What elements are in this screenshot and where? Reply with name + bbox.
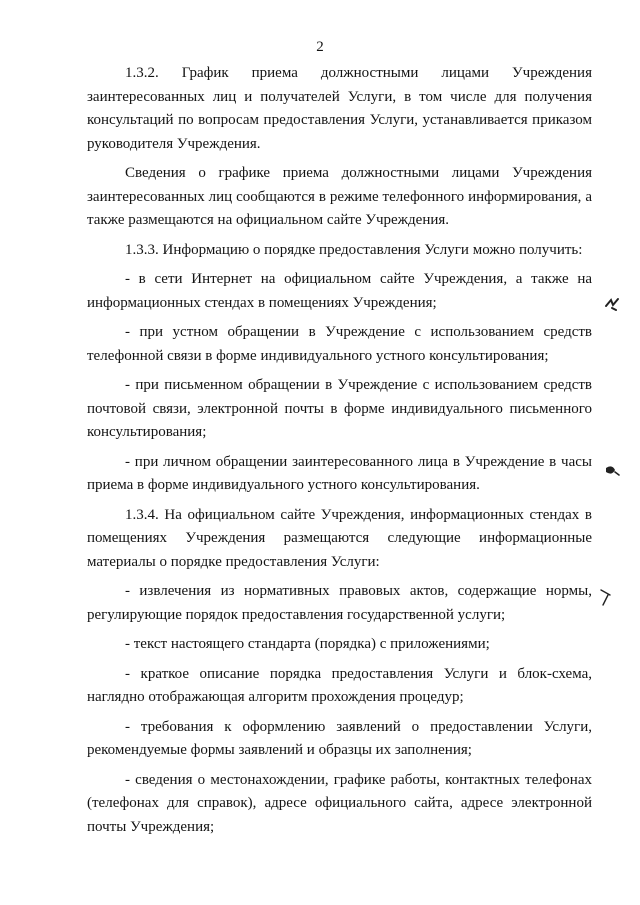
list-item-internet: - в сети Интернет на официальном сайте Учреждения, а также на информационных стендах в помещениях Учреждения; xyxy=(87,271,592,311)
page-number: 2 xyxy=(316,39,324,55)
paragraph-1-3-2: 1.3.2. График приема должностными лицами Учреждения заинтересованных лиц и получателей Услуги, в том числе для получения консультаций по вопросам предоставления Услуги, устанавливается приказом руководителя Учреждения. xyxy=(87,65,592,152)
list-item-location: - сведения о местонахождении, графике работы, контактных телефонах (телефонах для справок), адресе официального сайта, адресе электронной почты Учреждения; xyxy=(87,771,592,835)
list-item-standard-text: - текст настоящего стандарта (порядка) с приложениями; xyxy=(125,636,490,652)
paragraph-1-3-4: 1.3.4. На официальном сайте Учреждения, информационных стендах в помещениях Учреждения размещаются следующие информационные материалы о порядке предоставления Услуги: xyxy=(87,506,592,570)
list-item-phone: - при устном обращении в Учреждение с использованием средств телефонной связи в форме индивидуального устного консультирования; xyxy=(87,324,592,364)
list-item-legal-acts: - извлечения из нормативных правовых актов, содержащие нормы, регулирующие порядок предоставления государственной услуги; xyxy=(87,583,592,623)
document-body xyxy=(87,62,592,845)
list-item-written: - при письменном обращении в Учреждение с использованием средств почтовой связи, электронной почты в форме индивидуального письменного консультирования; xyxy=(87,377,592,440)
margin-mark-icon xyxy=(604,296,622,312)
paragraph-1-3-3: 1.3.3. Информацию о порядке предоставления Услуги можно получить: xyxy=(125,241,583,258)
margin-mark-icon xyxy=(603,462,621,480)
margin-mark-icon xyxy=(598,586,614,608)
paragraph-schedule-info: Сведения о графике приема должностными лицами Учреждения заинтересованных лиц сообщаются в режиме телефонного информирования, а также размещаются на официальном сайте Учреждения. xyxy=(87,165,592,228)
list-item-requirements: - требования к оформлению заявлений о предоставлении Услуги, рекомендуемые формы заявлений и образцы их заполнения; xyxy=(87,718,592,758)
list-item-flowchart: - краткое описание порядка предоставления Услуги и блок-схема, наглядно отображающая алгоритм прохождения процедур; xyxy=(87,665,592,705)
list-item-personal: - при личном обращении заинтересованного лица в Учреждение в часы приема в форме индивидуального устного консультирования. xyxy=(87,453,592,493)
